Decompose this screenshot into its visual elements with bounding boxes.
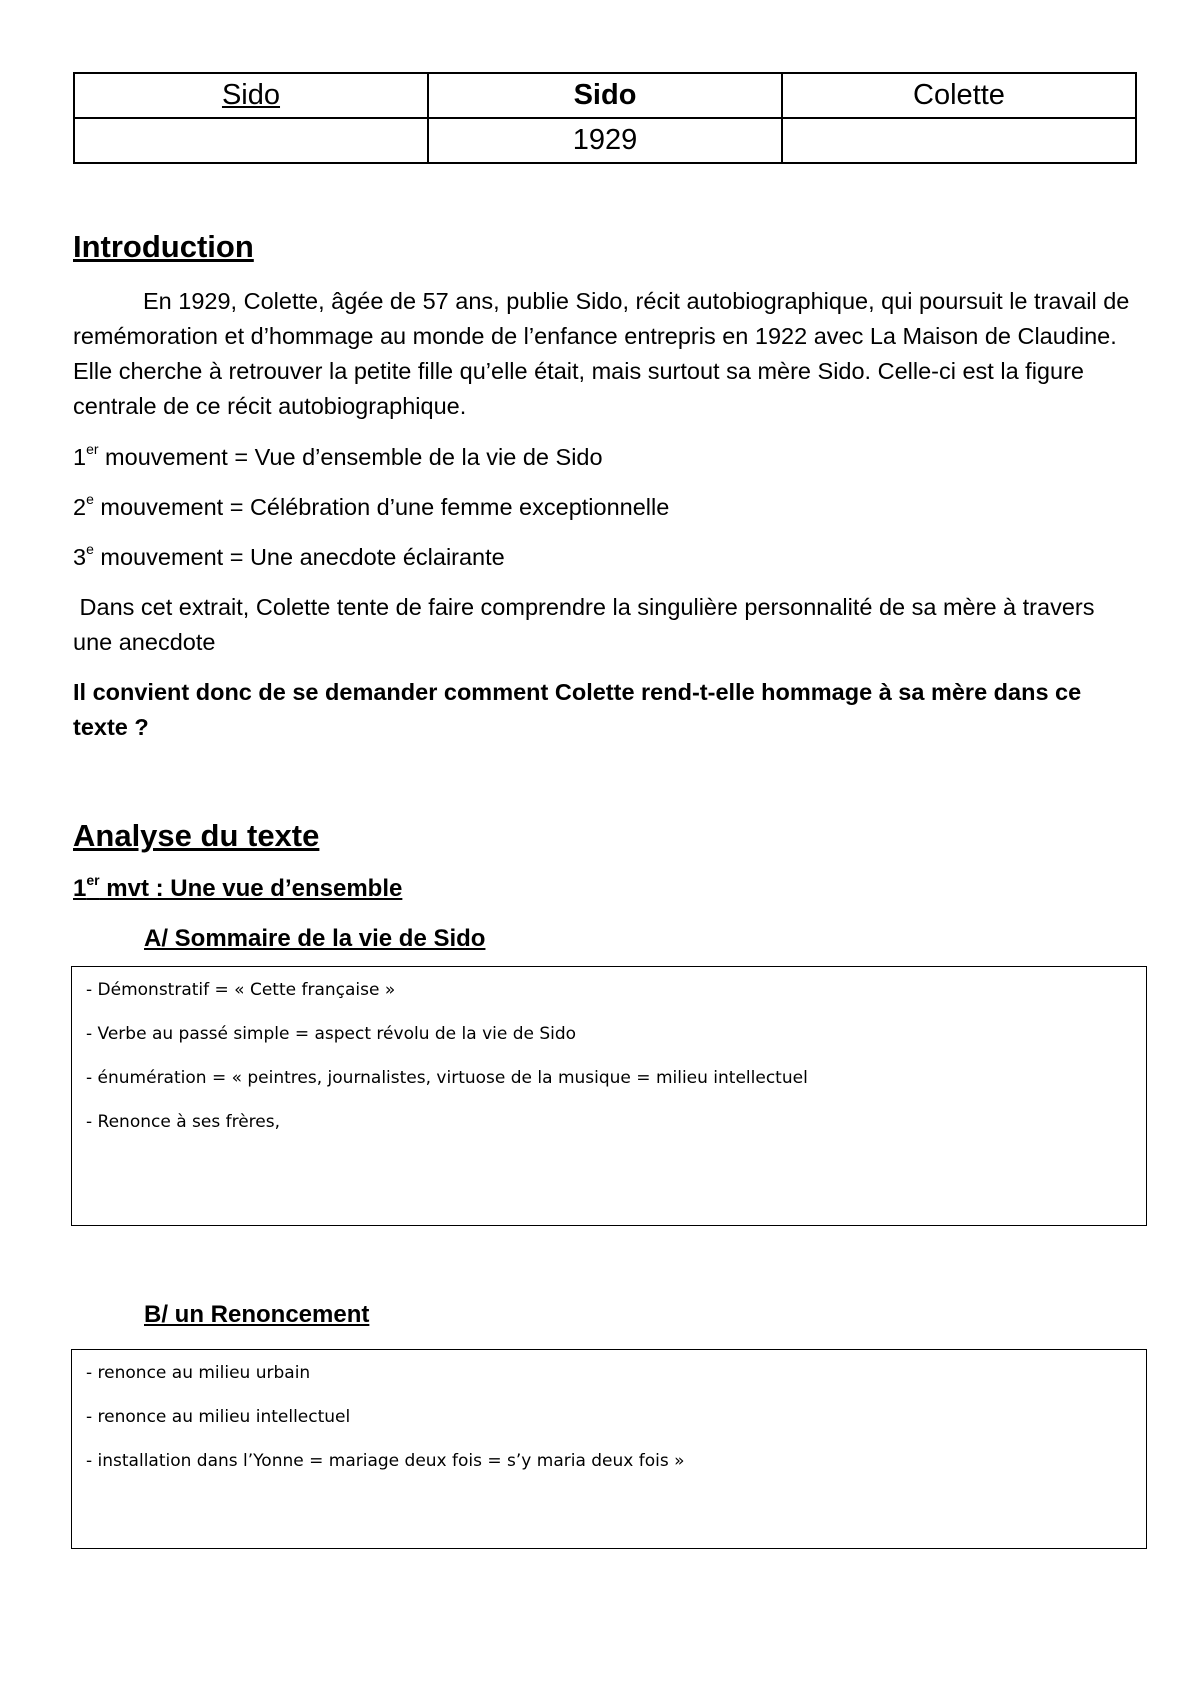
header-table — [73, 72, 1137, 164]
movement-3-sup: e — [86, 541, 94, 558]
header-row-1 — [74, 73, 1136, 118]
extract-paragraph: Dans cet extrait, Colette tente de faire comprendre la singulière personnalité de sa mère à travers une anecdote — [73, 594, 1102, 655]
movement-2-sup: e — [86, 491, 94, 508]
movement-1-heading — [73, 872, 402, 906]
problematic-question: Il convient donc de se demander comment Colette rend-t-elle hommage à sa mère dans ce texte ? — [73, 679, 1082, 740]
movement-2-text: mouvement = Célébration d’une femme exceptionnelle — [93, 494, 670, 520]
movement-1-heading-sup: er — [86, 872, 100, 888]
section-a-item: - énumération = « peintres, journalistes, virtuose de la musique = milieu intellectuel — [86, 1068, 808, 1088]
introduction-heading: Introduction — [73, 229, 254, 264]
section-a-box — [71, 966, 1147, 1226]
movement-1-sup: er — [86, 441, 99, 458]
section-b-heading: B/ un Renoncement — [144, 1301, 370, 1328]
analysis-heading: Analyse du texte — [73, 818, 320, 853]
section-a-heading: A/ Sommaire de la vie de Sido — [144, 925, 486, 952]
movement-3-line — [73, 540, 1133, 575]
section-a-item: - Verbe au passé simple = aspect révolu de la vie de Sido — [86, 1024, 577, 1044]
header-cell-work: Sido — [428, 73, 782, 118]
section-b-item: - installation dans l’Yonne = mariage deux fois = s’y maria deux fois » — [86, 1451, 685, 1471]
section-b-item: - renonce au milieu intellectuel — [86, 1407, 351, 1427]
header-cell-author: Colette — [782, 73, 1136, 118]
movement-3-text: mouvement = Une anecdote éclairante — [93, 544, 505, 570]
movement-1-number: 1 — [73, 444, 87, 470]
section-a-item: - Démonstratif = « Cette française » — [86, 980, 396, 1000]
header-cell-empty-1 — [74, 118, 428, 163]
movement-1-heading-text: mvt : Une vue d’ensemble — [99, 875, 403, 902]
header-cell-section: Sido — [74, 73, 428, 118]
introduction-paragraph: En 1929, Colette, âgée de 57 ans, publie Sido, récit autobiographique, qui poursuit le travail de remémoration et d’hommage au monde de l’enfance entrepris en 1922 avec La Maison de Claudine. Elle cherche à retrouver la petite fille qu’elle était, mais surtout sa mère Sido. Celle-ci est la figure centrale de ce récit autobiographique. — [73, 288, 1130, 419]
section-b-item: - renonce au milieu urbain — [86, 1363, 311, 1383]
header-cell-year: 1929 — [428, 118, 782, 163]
movement-1-heading-number: 1 — [73, 875, 87, 902]
movement-1-line — [73, 440, 1133, 475]
movement-2-line — [73, 490, 1133, 525]
header-cell-empty-2 — [782, 118, 1136, 163]
section-b-box — [71, 1349, 1147, 1549]
movement-2-number: 2 — [73, 494, 87, 520]
movement-1-text: mouvement = Vue d’ensemble de la vie de Sido — [98, 444, 603, 470]
section-a-item: - Renonce à ses frères, — [86, 1112, 280, 1132]
header-row-2 — [74, 118, 1136, 163]
movement-3-number: 3 — [73, 544, 87, 570]
